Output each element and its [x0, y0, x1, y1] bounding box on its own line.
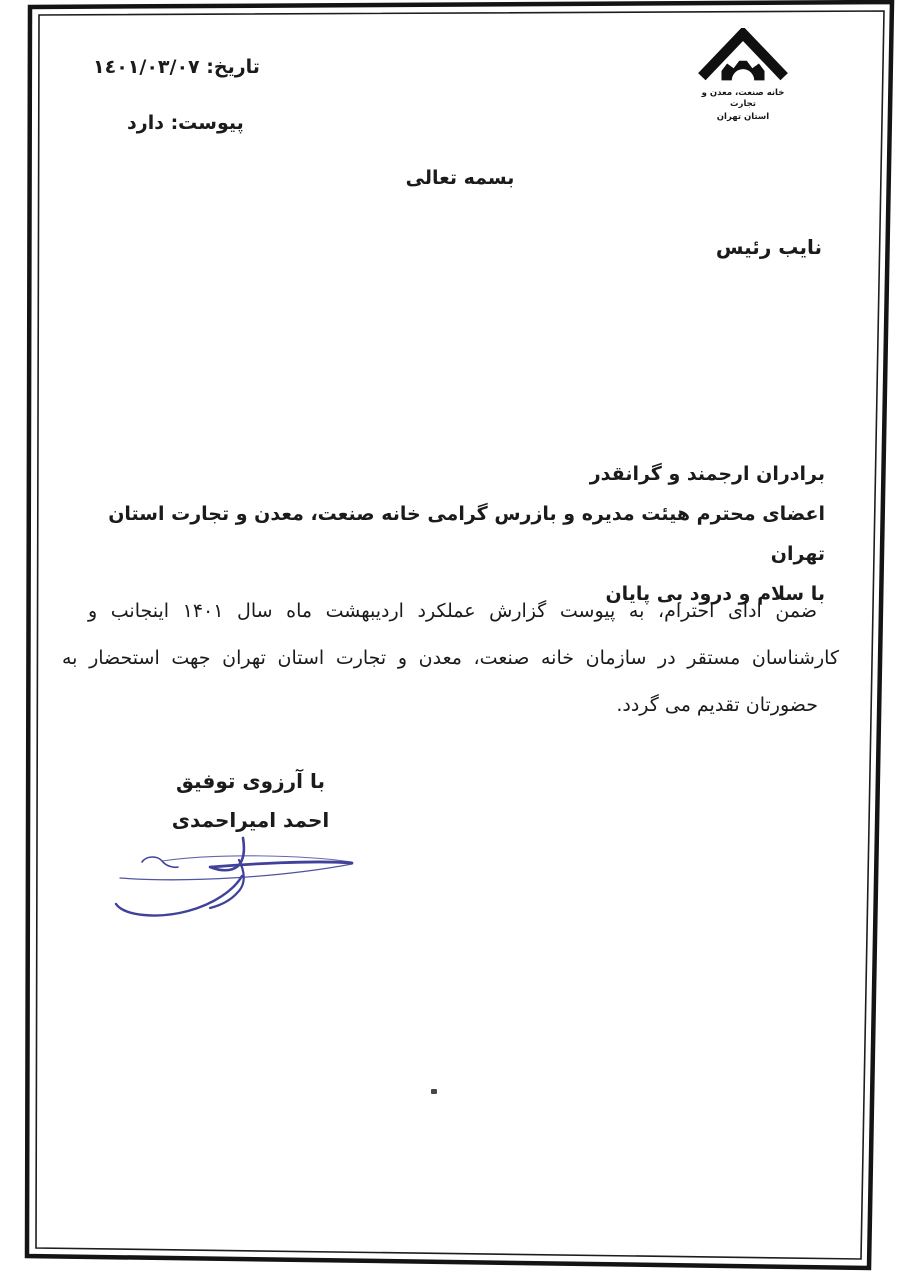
sender-title: نایب رئیس — [715, 235, 822, 259]
recipient-line-1: برادران ارجمند و گرانقدر — [589, 463, 825, 485]
body-line-3: حضورتان تقدیم می گردد. — [616, 694, 818, 716]
signer-name: احمد امیراحمدی — [171, 808, 330, 832]
signature-ink — [98, 826, 363, 926]
scan-speck — [431, 1089, 437, 1094]
besmele-text: بسمه تعالی — [405, 167, 515, 189]
attachment-text: پیوست: دارد — [127, 112, 244, 134]
body-paragraph — [62, 588, 839, 729]
body-line-1: ضمن ادای احترام، به پیوست گزارش عملکرد اردیبهشت ماه سال ۱۴۰۱ اینجانب و — [88, 600, 817, 622]
roof-gear-icon — [693, 28, 793, 86]
letterhead-logo — [688, 28, 798, 123]
org-name-line2: استان تهران — [716, 112, 770, 122]
date-text: تاریخ: ١٤٠١/٠٣/٠٧ — [93, 56, 260, 78]
salutation-line: با سلام و درود بی پایان — [605, 583, 825, 605]
closing-wish: با آرزوی توفیق — [176, 769, 325, 793]
recipient-line-2: اعضای محترم هیئت مدیره و بازرس گرامی خانه صنعت، معدن و تجارت استان تهران — [108, 503, 825, 565]
org-name-line1: خانه صنعت، معدن و تجارت — [701, 88, 785, 109]
body-line-2: کارشناسان مستقر در سازمان خانه صنعت، معدن و تجارت استان تهران جهت استحضار به — [62, 647, 839, 669]
